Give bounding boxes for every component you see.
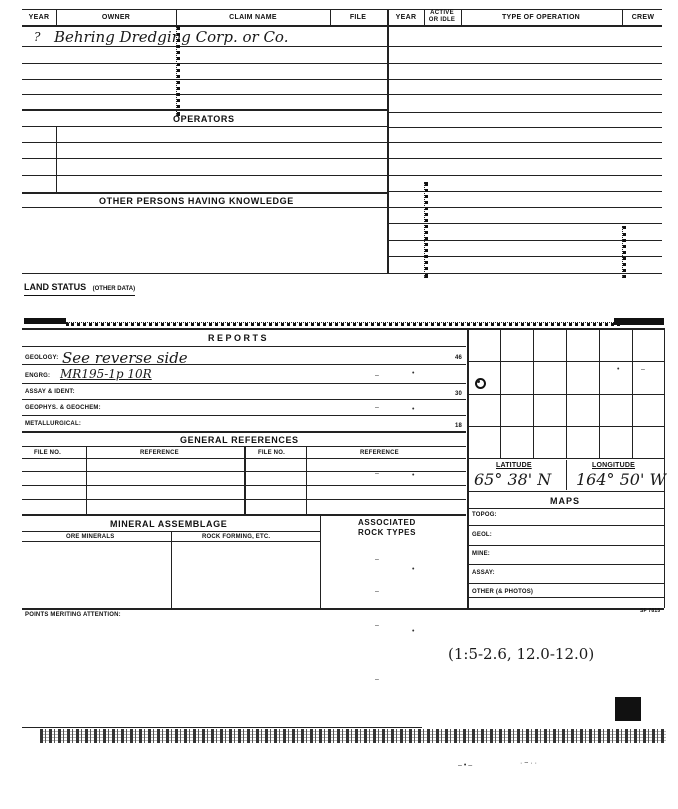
general-references-title: GENERAL REFERENCES [180, 435, 299, 445]
latitude-value: 65° 38' N [474, 470, 552, 489]
map-field-geol: GEOL: [472, 532, 492, 538]
associated-label: ASSOCIATED [358, 518, 416, 527]
longitude-label: LONGITUDE [592, 462, 636, 469]
ref-header-reference-1: REFERENCE [140, 450, 179, 456]
operators-title: OPERATORS [173, 114, 235, 124]
form-code: SF 7815 [640, 608, 661, 614]
header-crew: CREW [631, 14, 655, 21]
report-label-geology: GEOLOGY: [25, 355, 59, 361]
owner-entry: Behring Dredging Corp. or Co. [54, 28, 289, 46]
report-code-geology: 46 [455, 355, 463, 361]
land-status [24, 277, 135, 296]
header-claim-name: CLAIM NAME [229, 14, 277, 21]
mineral-assemblage-title: MINERAL ASSEMBLAGE [110, 519, 228, 529]
header-type-of-operation: TYPE OF OPERATION [501, 14, 581, 21]
rock-types-label: ROCK TYPES [358, 528, 417, 537]
header-active: ACTIVE [430, 10, 454, 16]
map-field-other: OTHER (& PHOTOS) [472, 589, 534, 595]
other-persons-title: OTHER PERSONS HAVING KNOWLEDGE [99, 196, 294, 206]
ore-minerals-label: ORE MINERALS [66, 534, 115, 540]
report-label-engrg: ENGRG: [25, 373, 51, 379]
ref-header-file-no-2: FILE NO. [258, 450, 285, 456]
report-value-engrg: MR195-1p 10R [60, 367, 152, 381]
header-owner: OWNER [101, 14, 131, 21]
map-field-mine: MINE: [472, 551, 490, 557]
land-status-label: LAND STATUS [24, 282, 87, 292]
reports-title: REPORTS [208, 333, 270, 343]
header-or-idle: OR IDLE [428, 17, 456, 23]
ref-header-file-no-1: FILE NO. [34, 450, 61, 456]
owner-entry-mark: ? [34, 30, 41, 44]
report-value-geology: See reverse side [62, 349, 188, 367]
report-code-assay: 30 [455, 391, 463, 397]
latitude-label: LATITUDE [496, 462, 532, 469]
longitude-value: 164° 50' W [576, 470, 666, 489]
report-label-metallurgical: METALLURGICAL: [25, 421, 82, 427]
header-year-2: YEAR [395, 14, 417, 21]
map-field-assay: ASSAY: [472, 570, 495, 576]
coordinates-note: (1:5-2.6, 12.0-12.0) [448, 645, 595, 663]
header-file: FILE [349, 14, 367, 21]
scan-black-square [615, 697, 641, 721]
ref-header-reference-2: REFERENCE [360, 450, 399, 456]
land-status-sub: (OTHER DATA) [92, 286, 136, 292]
scan-noise-band [40, 729, 666, 743]
header-year: YEAR [28, 14, 50, 21]
report-label-geophys: GEOPHYS. & GEOCHEM: [25, 405, 101, 411]
map-field-topog: TOPOG: [472, 512, 497, 518]
report-label-assay: ASSAY & IDENT: [25, 389, 75, 395]
scan-smudge-left [24, 318, 66, 324]
points-meriting-label: POINTS MERITING ATTENTION: [25, 612, 121, 618]
report-code-metallurgical: 18 [455, 423, 463, 429]
rock-forming-label: ROCK FORMING, ETC. [202, 534, 271, 540]
maps-title: MAPS [550, 496, 581, 506]
scan-smudge-right [614, 318, 664, 325]
